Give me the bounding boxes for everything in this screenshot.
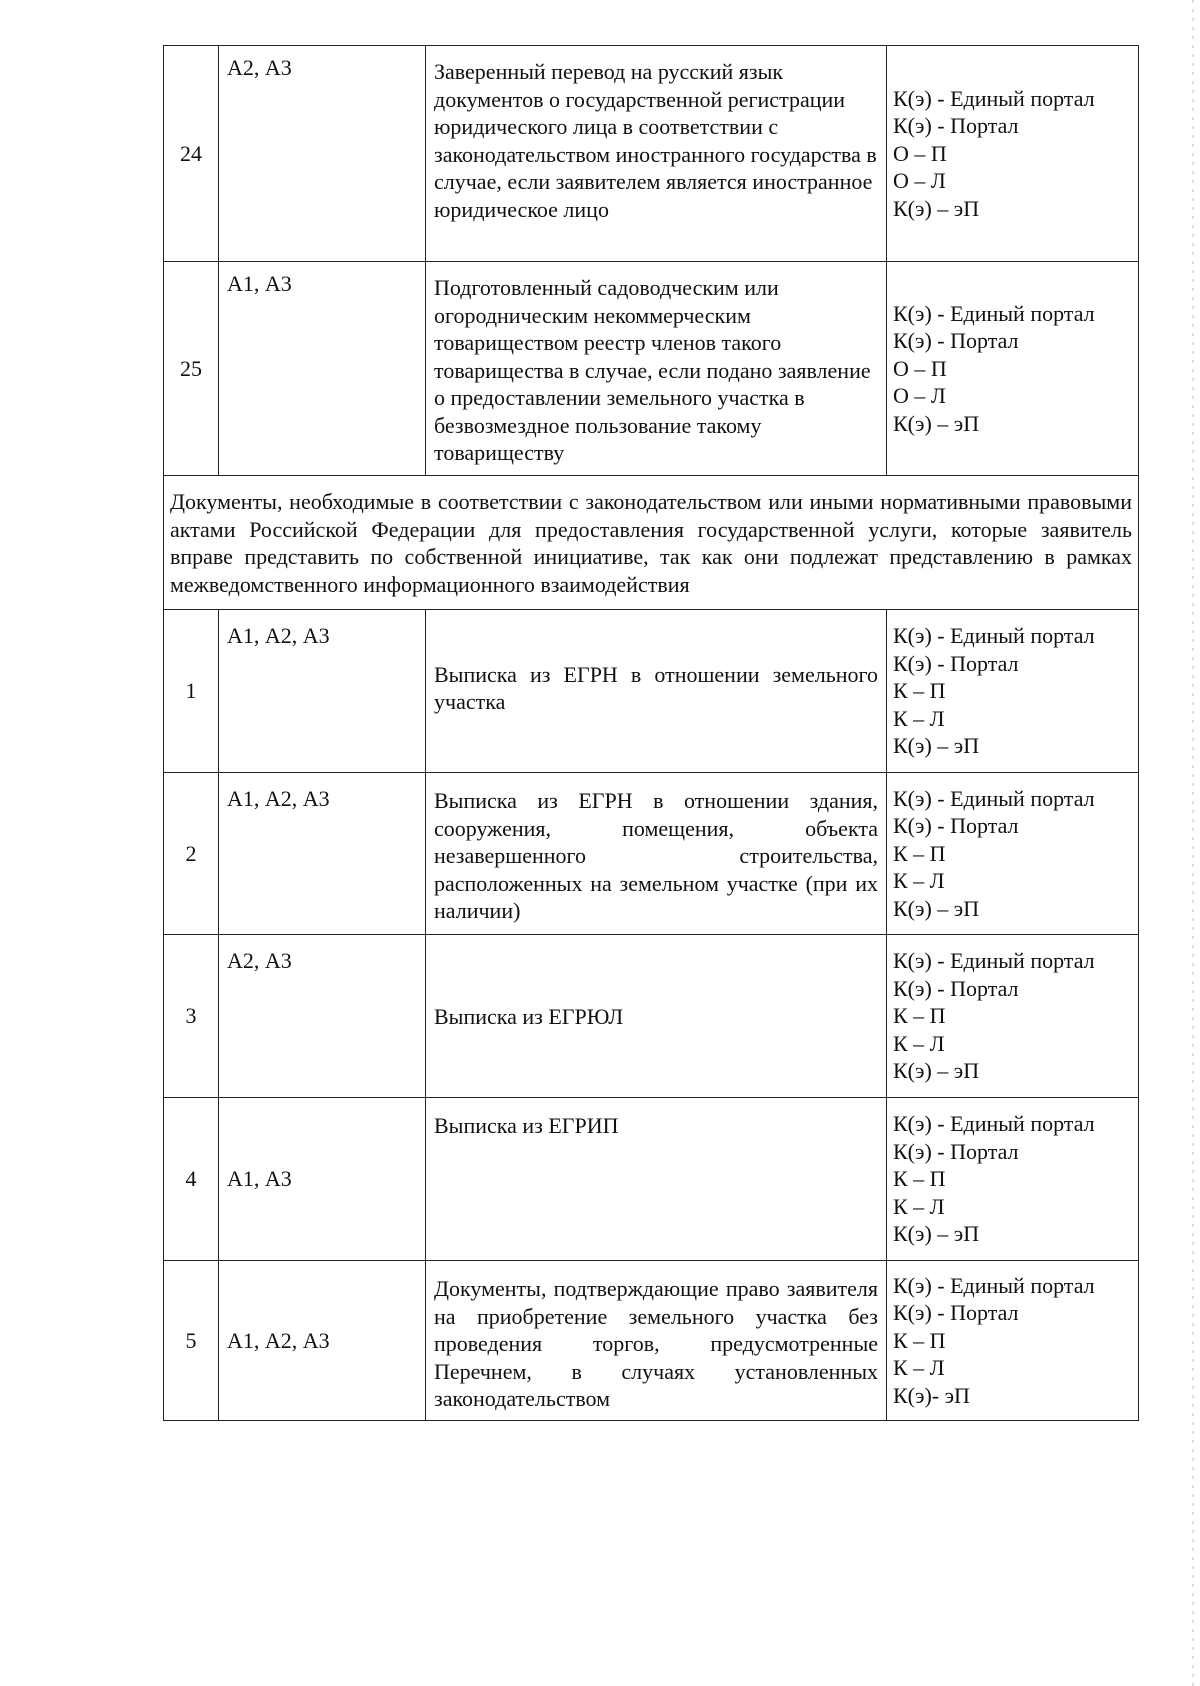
channel: К – П — [893, 1327, 946, 1353]
submission-channels — [887, 1261, 1138, 1420]
submission-channels — [887, 46, 1138, 261]
document-name: Выписка из ЕГРЮЛ — [426, 935, 887, 1097]
channel: К(э)- эП — [893, 1382, 970, 1408]
section-heading: Документы, необходимые в соответствии с законодательством или иными нормативными правовыми актами Российской Федерации для предоставления государственной услуги, которые заявитель вправе представить по собственной инициативе, так как они подлежат представлению в рамках межведомственного информационного взаимодействия — [163, 475, 1139, 609]
channel: К(э) - Портал — [893, 328, 1019, 354]
channel: К – П — [893, 1166, 946, 1192]
channel: К(э) – эП — [893, 1058, 980, 1084]
documents-table — [163, 45, 1139, 1421]
applicant-categories: А1, А2, А3 — [219, 610, 426, 772]
channel: К(э) - Портал — [893, 1138, 1019, 1164]
channel: К(э) – эП — [893, 1221, 980, 1247]
applicant-categories: А1, А2, А3 — [219, 773, 426, 934]
channel: О – Л — [893, 168, 946, 194]
row-number: 25 — [164, 262, 219, 475]
channel: О – П — [893, 140, 947, 166]
submission-channels — [887, 1098, 1138, 1260]
row-number: 1 — [164, 610, 219, 772]
channel: К – П — [893, 1003, 946, 1029]
table-row — [163, 934, 1139, 1097]
document-name: Выписка из ЕГРН в отношении здания, сооружения, помещения, объекта незавершенного строительства, расположенных на земельном участке (при их наличии) — [426, 773, 887, 934]
channel: К(э) – эП — [893, 895, 980, 921]
channel: К(э) – эП — [893, 410, 980, 436]
table-row — [163, 45, 1139, 261]
channel: К – Л — [893, 868, 945, 894]
channel: К(э) - Единый портал — [893, 785, 1095, 811]
channel: К – П — [893, 678, 946, 704]
channel: К – П — [893, 840, 946, 866]
row-number: 3 — [164, 935, 219, 1097]
channel: К(э) - Портал — [893, 813, 1019, 839]
applicant-categories: А1, А3 — [219, 262, 426, 475]
channel: К – Л — [893, 1193, 945, 1219]
channel: К(э) - Единый портал — [893, 1111, 1095, 1137]
row-number: 2 — [164, 773, 219, 934]
channel: К – Л — [893, 705, 945, 731]
applicant-categories: А1, А2, А3 — [219, 1261, 426, 1420]
table-row — [163, 609, 1139, 772]
applicant-categories: А2, А3 — [219, 46, 426, 261]
document-name: Документы, подтверждающие право заявителя на приобретение земельного участка без проведения торгов, предусмотренные Перечнем, в случаях установленных законодательством — [426, 1261, 887, 1420]
channel: К(э) – эП — [893, 733, 980, 759]
channel: К(э) - Единый портал — [893, 300, 1095, 326]
channel: К – Л — [893, 1355, 945, 1381]
table-row — [163, 1260, 1139, 1421]
document-name: Выписка из ЕГРИП — [426, 1098, 887, 1260]
channel: К(э) - Портал — [893, 113, 1019, 139]
channel: К(э) - Единый портал — [893, 85, 1095, 111]
applicant-categories: А1, А3 — [219, 1098, 426, 1260]
scan-edge — [1192, 0, 1194, 1686]
channel: О – П — [893, 355, 947, 381]
applicant-categories: А2, А3 — [219, 935, 426, 1097]
submission-channels — [887, 935, 1138, 1097]
row-number: 4 — [164, 1098, 219, 1260]
table-row — [163, 1097, 1139, 1260]
submission-channels — [887, 610, 1138, 772]
document-name: Выписка из ЕГРН в отношении земельного участка — [426, 610, 887, 772]
table-row — [163, 261, 1139, 475]
submission-channels — [887, 773, 1138, 934]
channel: К(э) - Единый портал — [893, 1272, 1095, 1298]
document-name: Заверенный перевод на русский язык документов о государственной регистрации юридического лица в соответствии с законодательством иностранного государства в случае, если заявителем является иностранное юридическое лицо — [426, 46, 887, 261]
channel: О – Л — [893, 383, 946, 409]
channel: К(э) – эП — [893, 195, 980, 221]
table-row — [163, 772, 1139, 934]
document-name: Подготовленный садоводческим или огородническим некоммерческим товариществом реестр членов такого товарищества в случае, если подано заявление о предоставлении земельного участка в безвозмездное пользование такому товариществу — [426, 262, 887, 475]
submission-channels — [887, 262, 1138, 475]
channel: К(э) - Портал — [893, 650, 1019, 676]
channel: К(э) - Единый портал — [893, 623, 1095, 649]
row-number: 24 — [164, 46, 219, 261]
channel: К(э) - Портал — [893, 975, 1019, 1001]
channel: К – Л — [893, 1030, 945, 1056]
channel: К(э) - Единый портал — [893, 948, 1095, 974]
channel: К(э) - Портал — [893, 1300, 1019, 1326]
row-number: 5 — [164, 1261, 219, 1420]
